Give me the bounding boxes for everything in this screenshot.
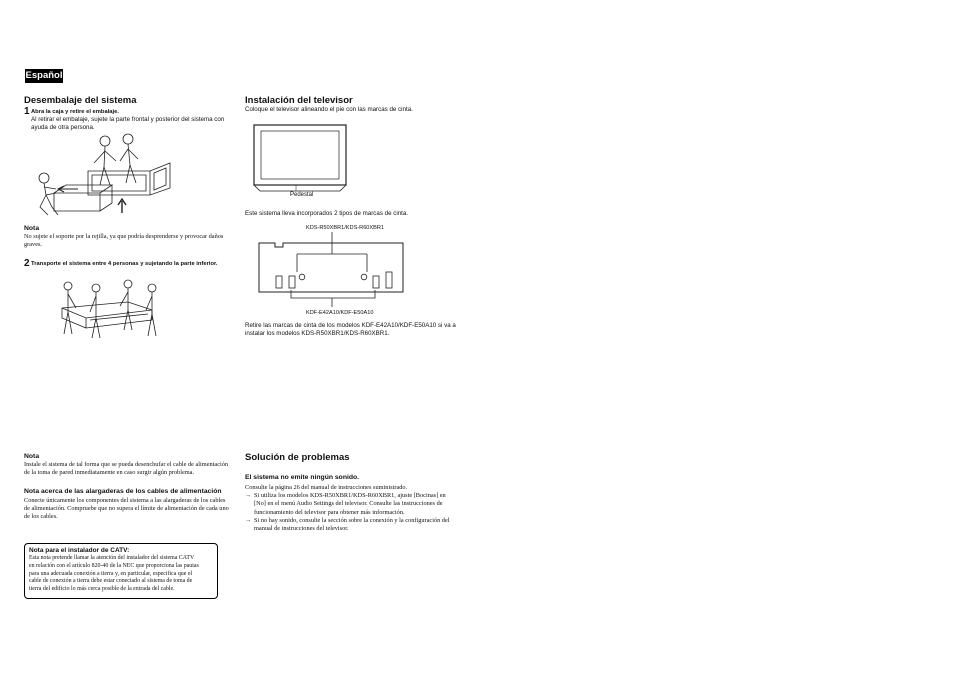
note2-body: Instale el sistema de tal forma que se pueda desenchufar el cable de alimentación de la toma de pared inmediatamente en caso surgir algún problema. [24, 461, 229, 477]
step2-number: 2 [24, 258, 30, 269]
step1-number: 1 [24, 106, 30, 117]
installation-intro: Coloque el televisor alineando el pie con las marcas de cinta. [245, 106, 413, 113]
model-label-top: KDS-R50XBR1/KDS-R60XBR1 [306, 225, 385, 231]
unpacking-illustration [30, 133, 180, 223]
catv-note-box [24, 543, 218, 599]
unpacking-title: Desembalaje del sistema [24, 95, 137, 106]
tape-marks-text: Este sistema lleva incorporados 2 tipos de marcas de cinta. [245, 210, 409, 217]
installation-title: Instalación del televisor [245, 95, 353, 106]
carrying-illustration [50, 278, 170, 344]
catv-note-body: Esta nota pretende llamar la atención del instalador del sistema CATV en relación con el artículo 820-40 de la NEC que proporciona las pautas para una adecuada conexión a tierra y, en particular, especifica que el cable de conexión a tierra debe estar conectado al sistema de toma de tierra del edificio lo más cerca posible de la entrada del cable. [29, 555, 199, 593]
step2-title: Transporte el sistema entre 4 personas y sujetando la parte inferior. [31, 261, 218, 267]
troubleshooting-title: Solución de problemas [245, 452, 350, 463]
troubleshooting-body [245, 484, 465, 533]
extension-note-title: Nota acerca de las alargaderas de los cables de alimentación [24, 488, 222, 495]
step1-title: Abra la caja y retire el embalaje. [31, 109, 119, 115]
step1-body: Al retirar el embalaje, sujete la parte frontal y posterior del sistema con ayuda de otra persona. [31, 116, 225, 132]
extension-note-body: Conecte únicamente los componentes del sistema a las alargaderas de los cables de alimentación. Compruebe que no supera el límite de alimentación de cada uno de los cables. [24, 497, 229, 521]
note1-title: Nota [24, 225, 40, 232]
remove-tape-text: Retire las marcas de cinta de los modelos KDF-E42A10/KDF-E50A10 si va a instalar los modelos KDS-R50XBR1/KDS-R60XBR1. [245, 322, 456, 338]
pedestal-label: Pedestal [290, 192, 314, 198]
language-badge: Español [25, 70, 63, 81]
list-item: → Si utiliza los modelos KDS-R50XBR1/KDS-R60XBR1, ajuste [Bocinas] en [No] en el menú Audio Settings del televisor. Consulte las instrucciones de funcionamiento del televisor para obtener más información. [245, 492, 446, 516]
model-label-bottom: KDF-E42A10/KDF-E50A10 [306, 310, 374, 316]
tape-marks-diagram [255, 232, 407, 307]
note1-body: No sujete el soporte por la rejilla, ya que podría desprenderse y provocar daños graves. [24, 233, 224, 249]
problem-title: El sistema no emite ningún sonido. [245, 474, 360, 481]
catv-note-title: Nota para el instalador de CATV: [29, 547, 130, 554]
list-item: → Si no hay sonido, consulte la sección sobre la conexión y la configuración del manual de instrucciones del televisor. [245, 516, 450, 533]
troubleshooting-intro: Consulte la página 26 del manual de instrucciones suministrado. [245, 484, 408, 491]
note2-title: Nota [24, 453, 40, 460]
